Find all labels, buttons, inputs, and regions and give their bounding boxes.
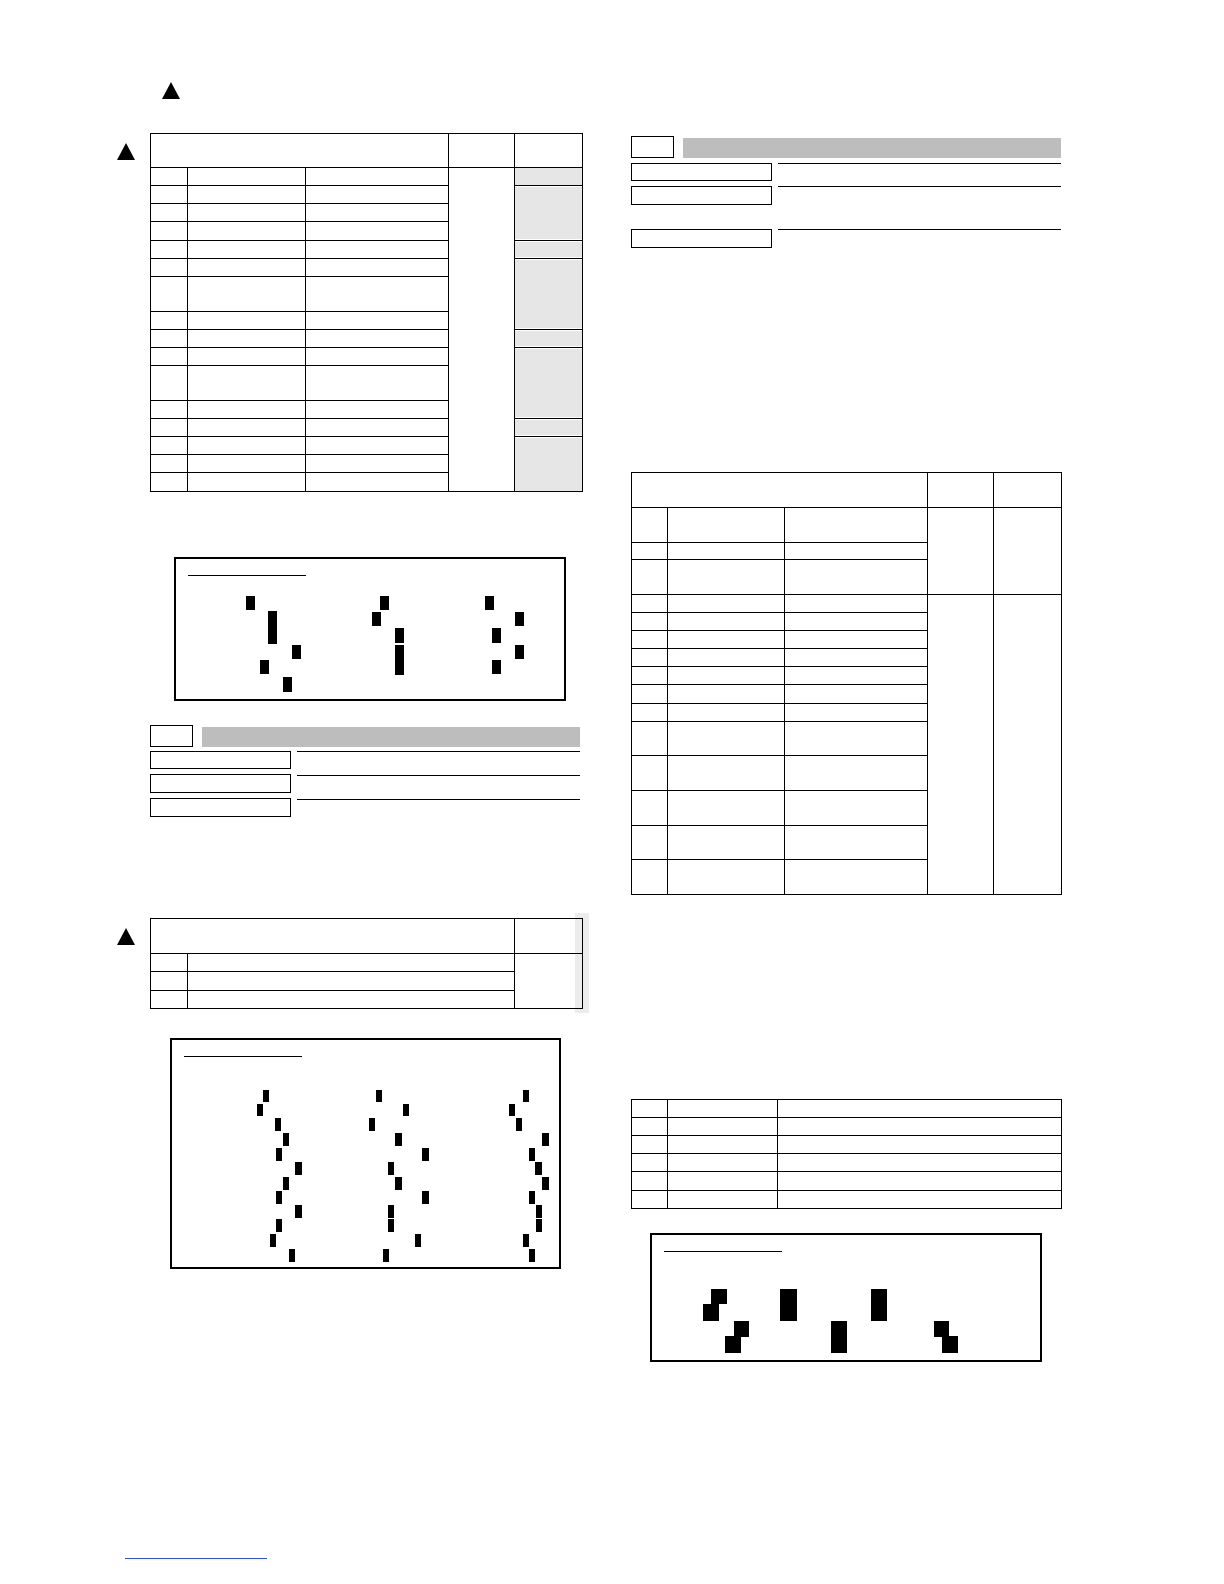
field-value-line bbox=[297, 775, 580, 776]
section-code-box bbox=[150, 725, 193, 747]
revision-triangle-icon bbox=[162, 82, 180, 99]
field-value-line bbox=[778, 229, 1061, 230]
waveform-diagram bbox=[650, 1233, 1042, 1362]
revision-triangle-icon bbox=[117, 143, 135, 160]
field-label-box bbox=[631, 163, 772, 181]
waveform-diagram bbox=[174, 557, 566, 701]
field-label-box bbox=[150, 798, 291, 817]
section-title-bar bbox=[683, 138, 1061, 158]
section-title-bar bbox=[202, 727, 580, 747]
waveform-diagram bbox=[170, 1038, 561, 1269]
field-value-line bbox=[297, 751, 580, 752]
section-code-box bbox=[631, 136, 674, 158]
field-label-box bbox=[150, 751, 291, 769]
field-label-box bbox=[150, 774, 291, 793]
revision-triangle-icon bbox=[117, 928, 135, 945]
field-label-box bbox=[631, 229, 772, 248]
field-value-line bbox=[778, 186, 1061, 187]
field-label-box bbox=[631, 186, 772, 205]
footer-link[interactable] bbox=[125, 1558, 267, 1559]
field-value-line bbox=[297, 799, 580, 800]
field-value-line bbox=[778, 163, 1061, 164]
